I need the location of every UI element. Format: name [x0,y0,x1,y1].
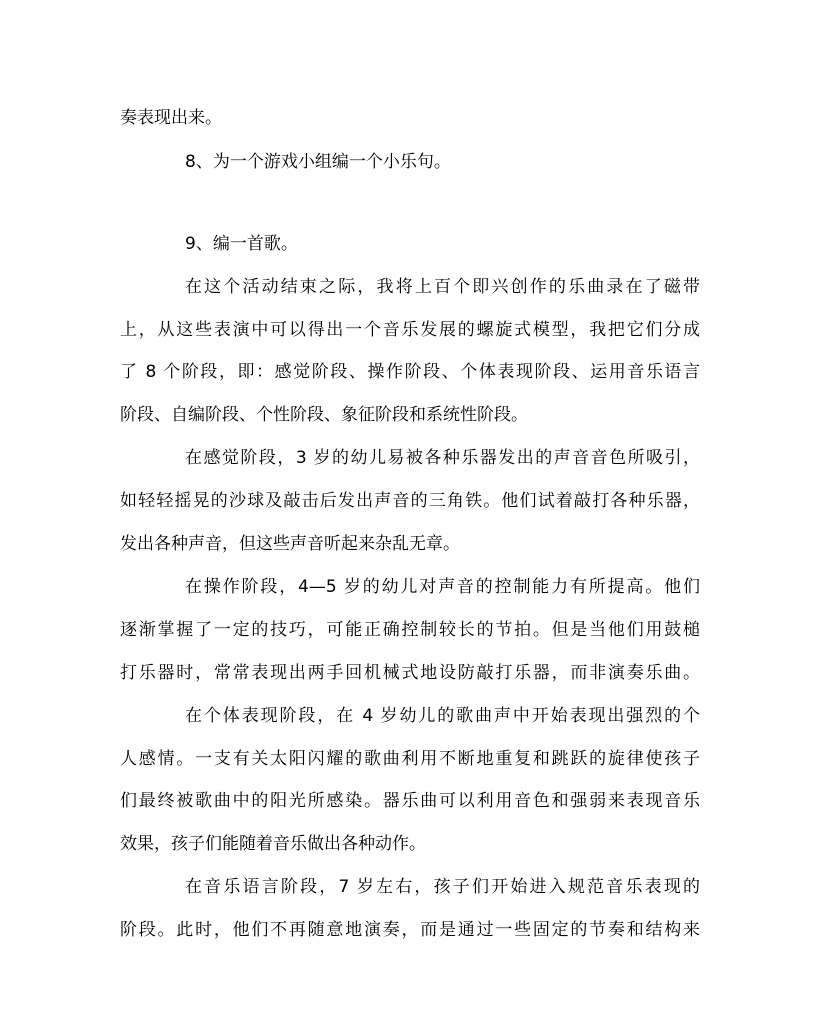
list-item-9: 9、编一首歌。 [185,234,298,254]
paragraph-line: 效果，孩子们能随着音乐做出各种动作。 [120,834,426,854]
paragraph-line: 人感情。一支有关太阳闪耀的歌曲利用不断地重复和跳跃的旋律使孩子 [120,749,700,769]
paragraph-line: 发出各种声音，但这些声音听起来杂乱无章。 [120,534,460,554]
paragraph-line: 在操作阶段，4—5 岁的幼儿对声音的控制能力有所提高。他们 [185,577,700,597]
paragraph-line: 在个体表现阶段，在 4 岁幼儿的歌曲声中开始表现出强烈的个 [185,706,700,726]
paragraph-line: 上，从这些表演中可以得出一个音乐发展的螺旋式模型，我把它们分成 [120,320,700,340]
paragraph-line: 阶段、自编阶段、个性阶段、象征阶段和系统性阶段。 [120,405,528,425]
paragraph-line: 如轻轻摇晃的沙球及敲击后发出声音的三角铁。他们试着敲打各种乐器， [120,491,700,511]
list-item-8: 8、为一个游戏小组编一个小乐句。 [185,152,451,172]
paragraph-line: 在音乐语言阶段，7 岁左右，孩子们开始进入规范音乐表现的 [185,877,700,897]
text-line: 奏表现出来。 [120,108,222,128]
paragraph-line: 们最终被歌曲中的阳光所感染。器乐曲可以利用音色和强弱来表现音乐 [120,791,700,811]
paragraph-line: 阶段。此时，他们不再随意地演奏，而是通过一些固定的节奏和结构来 [120,920,700,940]
paragraph-line: 打乐器时，常常表现出两手回机械式地设防敲打乐器，而非演奏乐曲。 [120,663,700,683]
paragraph-line: 在这个活动结束之际，我将上百个即兴创作的乐曲录在了磁带 [185,277,700,297]
paragraph-line: 了 8 个阶段，即：感觉阶段、操作阶段、个体表现阶段、运用音乐语言 [120,362,700,382]
paragraph-line: 在感觉阶段，3 岁的幼儿易被各种乐器发出的声音音色所吸引， [185,448,700,468]
paragraph-line: 逐渐掌握了一定的技巧，可能正确控制较长的节拍。但是当他们用鼓槌 [120,620,700,640]
